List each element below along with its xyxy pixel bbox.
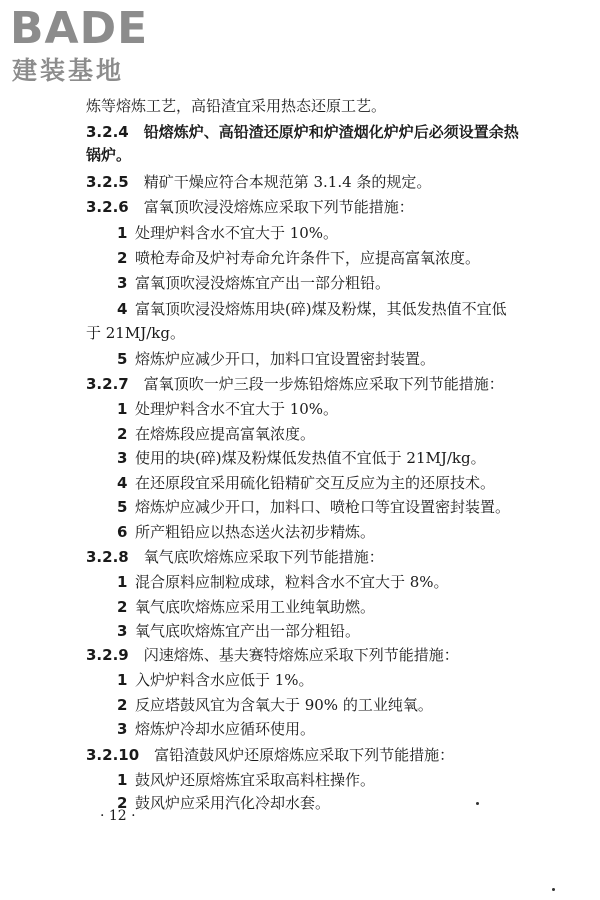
text-line: [86, 323, 185, 343]
scan-speck: [476, 802, 479, 805]
clause-number: 3: [117, 449, 128, 467]
text-line: [117, 770, 375, 790]
clause-number: 1: [117, 671, 128, 689]
clause-number: 2: [117, 249, 128, 267]
clause-number: 3.2.7: [86, 375, 129, 393]
clause-number: 3: [117, 720, 128, 738]
clause-text: 富铅渣鼓风炉还原熔炼应采取下列节能措施：: [154, 746, 455, 764]
text-line: [117, 349, 435, 369]
clause-number: 1: [117, 224, 128, 242]
clause-text: 在熔炼段应提高富氧浓度。: [134, 425, 315, 443]
clause-number: 3.2.6: [86, 198, 129, 216]
text-line: [117, 522, 375, 542]
text-line: [117, 223, 338, 243]
clause-text: 炼等熔炼工艺，高铅渣宜采用热态还原工艺。: [86, 97, 387, 115]
text-line: [117, 448, 486, 468]
text-line: [117, 572, 449, 592]
clause-number: 3.2.5: [86, 173, 129, 191]
clause-text: 锅炉。: [86, 146, 132, 164]
clause-text: 混合原料应制粒成球，粒料含水不宜大于 8%。: [134, 573, 449, 591]
clause-number: 3.2.4: [86, 123, 129, 141]
clause-text: 富氧顶吹浸没熔炼宜产出一部分粗铅。: [134, 274, 390, 292]
clause-text: 熔炼炉应减少开口，加料口宜设置密封装置。: [134, 350, 435, 368]
text-line: [86, 197, 414, 217]
clause-number: 3.2.10: [86, 746, 140, 764]
clause-text: 所产粗铅应以热态送火法初步精炼。: [134, 523, 375, 541]
text-line: [117, 399, 338, 419]
text-line: [117, 621, 360, 641]
clause-text: 富氧顶吹浸没熔炼用块(碎)煤及粉煤，其低发热值不宜低: [134, 300, 507, 318]
page-number: · 12 ·: [100, 808, 136, 824]
clause-number: 1: [117, 400, 128, 418]
clause-text: 使用的块(碎)煤及粉煤低发热值不宜低于 21MJ/kg。: [134, 449, 486, 467]
clause-text: 熔炼炉应减少开口，加料口、喷枪口等宜设置密封装置。: [134, 498, 510, 516]
clause-number: 6: [117, 523, 128, 541]
text-line: [117, 273, 390, 293]
text-line: [117, 424, 315, 444]
clause-text: 处理炉料含水不宜大于 10%。: [134, 224, 339, 242]
text-line: [117, 299, 507, 319]
clause-text: 鼓风炉应采用汽化冷却水套。: [134, 794, 330, 812]
clause-number: 2: [117, 696, 128, 714]
clause-number: 5: [117, 350, 128, 368]
clause-text: 铅熔炼炉、高铅渣还原炉和炉渣烟化炉炉后必须设置余热: [143, 123, 519, 141]
brand-logo-subtitle: 建装基地: [12, 56, 125, 85]
clause-text: 入炉炉料含水应低于 1%。: [134, 671, 314, 689]
clause-text: 在还原段宜采用硫化铅精矿交互反应为主的还原技术。: [134, 474, 495, 492]
text-line: [117, 670, 314, 690]
text-line: [86, 96, 386, 116]
text-line: [117, 248, 480, 268]
clause-text: 氧气底吹熔炼应采取下列节能措施：: [143, 548, 384, 566]
clause-number: 2: [117, 425, 128, 443]
clause-number: 2: [117, 794, 128, 812]
clause-text: 处理炉料含水不宜大于 10%。: [134, 400, 339, 418]
clause-number: 1: [117, 771, 128, 789]
text-line: [117, 597, 375, 617]
clause-text: 闪速熔炼、基夫赛特熔炼应采取下列节能措施：: [143, 646, 459, 664]
clause-text: 富氧顶吹浸没熔炼应采取下列节能措施：: [143, 198, 414, 216]
text-line: [86, 145, 131, 165]
text-line: [117, 497, 510, 517]
scan-speck: [552, 888, 555, 891]
text-line: [86, 122, 519, 142]
clause-number: 1: [117, 573, 128, 591]
clause-number: 5: [117, 498, 128, 516]
clause-text: 熔炼炉冷却水应循环使用。: [134, 720, 315, 738]
text-line: [86, 374, 504, 394]
clause-text: 富氧顶吹一炉三段一步炼铅熔炼应采取下列节能措施：: [143, 375, 504, 393]
clause-text: 鼓风炉还原熔炼宜采取高料柱操作。: [134, 771, 375, 789]
text-line: [117, 473, 495, 493]
clause-number: 3: [117, 274, 128, 292]
clause-number: 3: [117, 622, 128, 640]
clause-number: 4: [117, 474, 128, 492]
text-line: [117, 793, 330, 813]
clause-number: 2: [117, 598, 128, 616]
clause-text: 于 21MJ/kg。: [86, 324, 185, 342]
clause-text: 喷枪寿命及炉衬寿命允许条件下，应提高富氧浓度。: [134, 249, 480, 267]
text-line: [86, 172, 431, 192]
clause-number: 4: [117, 300, 128, 318]
brand-logo: [10, 4, 180, 90]
text-line: [117, 695, 433, 715]
clause-text: 氧气底吹熔炼应采用工业纯氧助燃。: [134, 598, 375, 616]
text-line: [86, 547, 384, 567]
text-line: [86, 645, 459, 665]
clause-text: 氧气底吹熔炼宜产出一部分粗铅。: [134, 622, 360, 640]
text-line: [117, 719, 315, 739]
text-line: [86, 745, 454, 765]
clause-number: 3.2.9: [86, 646, 129, 664]
clause-number: 3.2.8: [86, 548, 129, 566]
brand-logo-text: BADE: [10, 3, 149, 54]
clause-text: 反应塔鼓风宜为含氧大于 90% 的工业纯氧。: [134, 696, 433, 714]
clause-text: 精矿干燥应符合本规范第 3.1.4 条的规定。: [143, 173, 432, 191]
